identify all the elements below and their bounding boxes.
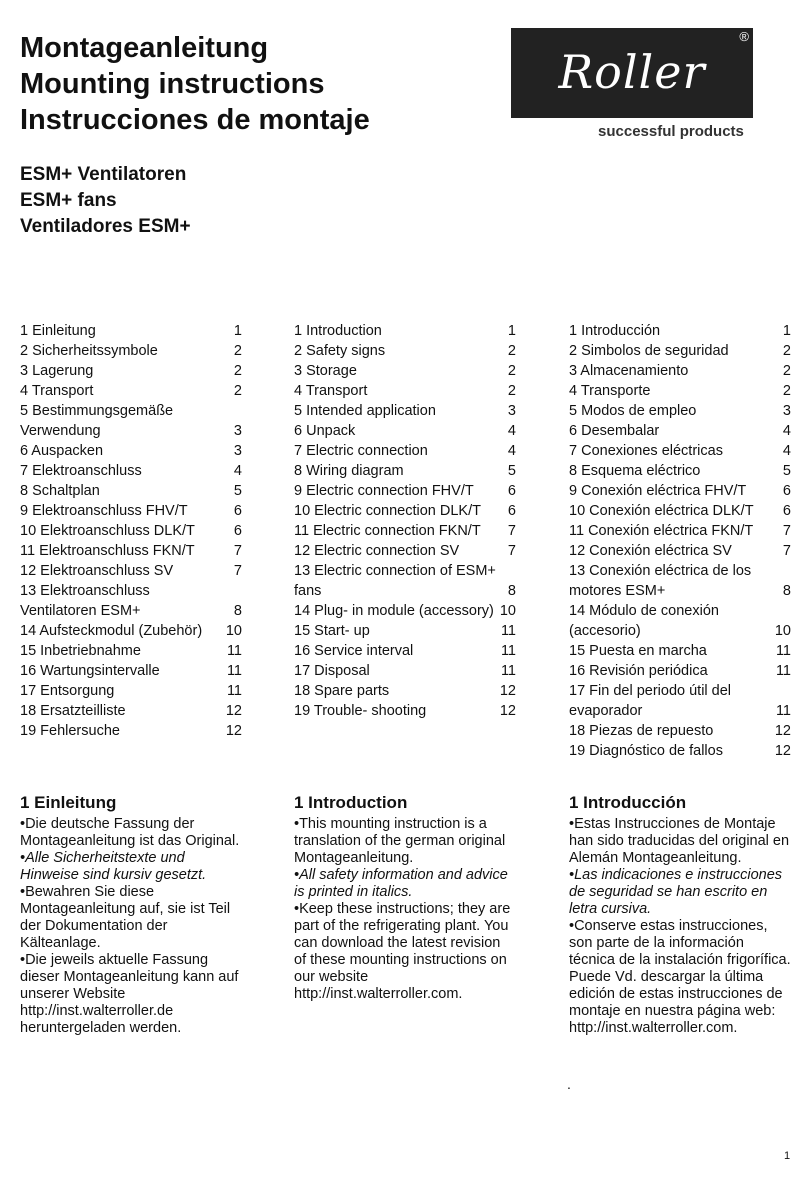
toc-entry xyxy=(294,541,516,561)
toc-entry-label: 6 Auspacken xyxy=(20,443,104,459)
toc-entry xyxy=(20,721,242,741)
section-paragraph: Puede Vd. descargar la última edición de estas instrucciones de montaje en nuestra página web: http://inst.walterroller.com. xyxy=(569,969,783,1036)
toc-entry xyxy=(569,401,791,421)
toc-entry-page: 4 xyxy=(233,463,242,479)
toc-entry-page: 3 xyxy=(507,403,516,419)
toc-entry-page: 8 xyxy=(782,583,791,599)
toc-entry xyxy=(294,661,516,681)
section-paragraph: •Die jeweils aktuelle Fassung dieser Montageanleitung kann auf unserer Website http://inst.walterroller.de heruntergeladen werden. xyxy=(20,952,239,1036)
toc-entry-page: 1 xyxy=(233,323,242,339)
toc-entry xyxy=(294,341,516,361)
section-paragraph: •Estas Instrucciones de Montaje han sido traducidas del original en Alemán Montageanleitung. xyxy=(569,816,790,866)
title-es: Instrucciones de montaje xyxy=(20,104,370,136)
toc-entry xyxy=(20,461,242,481)
toc-entry-label: 2 Simbolos de seguridad xyxy=(569,343,729,359)
toc-entry-label: 14 Módulo de conexión (accesorio) xyxy=(569,603,719,639)
toc-entry xyxy=(569,381,791,401)
toc-entry xyxy=(294,561,516,601)
toc-entry-page: 5 xyxy=(507,463,516,479)
toc-entry-label: 6 Unpack xyxy=(294,423,356,439)
toc-entry-page: 1 xyxy=(507,323,516,339)
toc-entry-page: 6 xyxy=(233,523,242,539)
toc-entry-label: 17 Fin del periodo útil del evaporador xyxy=(569,683,732,719)
toc-entry xyxy=(294,401,516,421)
toc-entry xyxy=(20,321,242,341)
toc-entry-page: 10 xyxy=(225,623,242,639)
toc-entry xyxy=(569,341,791,361)
toc-entry xyxy=(569,321,791,341)
toc-entry-page: 11 xyxy=(226,663,242,679)
toc-entry-label: 1 Introduction xyxy=(294,323,382,339)
section-paragraph: •All safety information and advice is printed in italics. xyxy=(294,867,508,900)
toc-entry xyxy=(569,641,791,661)
toc-entry-page: 2 xyxy=(507,343,516,359)
toc-entry-page: 12 xyxy=(499,703,516,719)
toc-entry-page: 3 xyxy=(233,443,242,459)
toc-entry-page: 6 xyxy=(233,503,242,519)
toc-entry-page: 6 xyxy=(782,483,791,499)
toc-entry-label: 14 Aufsteckmodul (Zubehör) xyxy=(20,623,203,639)
toc-entry-page: 11 xyxy=(226,643,242,659)
toc-entry-page: 11 xyxy=(500,623,516,639)
section-paragraph: •This mounting instruction is a translation of the german original Montageanleitung. xyxy=(294,816,506,866)
toc-entry-label: 3 Almacenamiento xyxy=(569,363,689,379)
toc-entry-page: 3 xyxy=(782,403,791,419)
toc-entry-page: 12 xyxy=(774,743,791,759)
toc-entry-label: 5 Intended application xyxy=(294,403,436,419)
toc-entry xyxy=(20,441,242,461)
subtitle-de: ESM+ Ventilatoren xyxy=(20,164,187,185)
toc-entry-label: 18 Spare parts xyxy=(294,683,390,699)
toc-entry-label: 4 Transport xyxy=(20,383,94,399)
section-paragraph: •Keep these instructions; they are part of the refrigerating plant. You can download the latest revision of these mounting instructions on our website http://inst.walterroller.com. xyxy=(294,901,511,1002)
toc-entry xyxy=(20,361,242,381)
toc-entry xyxy=(294,421,516,441)
toc-entry-page: 8 xyxy=(233,603,242,619)
toc-entry-label: 4 Transport xyxy=(294,383,368,399)
toc-entry xyxy=(569,681,791,721)
toc-entry-page: 2 xyxy=(507,383,516,399)
toc-entry xyxy=(20,561,242,581)
toc-entry-label: 1 Einleitung xyxy=(20,323,96,339)
toc-entry xyxy=(294,481,516,501)
toc-entry-label: 10 Conexión eléctrica DLK/T xyxy=(569,503,754,519)
toc-entry xyxy=(569,541,791,561)
toc-entry-label: 17 Entsorgung xyxy=(20,683,115,699)
toc-entry-page: 5 xyxy=(782,463,791,479)
toc-entry-label: 5 Bestimmungsgemäße Verwendung xyxy=(20,403,174,439)
toc-entry xyxy=(294,641,516,661)
toc-entry xyxy=(569,721,791,741)
toc-entry xyxy=(294,361,516,381)
toc-entry-page: 11 xyxy=(775,663,791,679)
toc-entry xyxy=(569,441,791,461)
toc-entry-label: 3 Storage xyxy=(294,363,357,379)
toc-entry-page: 4 xyxy=(782,423,791,439)
toc-entry xyxy=(294,381,516,401)
toc-entry-page: 8 xyxy=(507,583,516,599)
logo-tagline: successful products xyxy=(598,123,744,140)
toc-entry-label: 15 Inbetriebnahme xyxy=(20,643,141,659)
toc-entry-label: 15 Start- up xyxy=(294,623,370,639)
toc-entry-page: 2 xyxy=(782,363,791,379)
toc-entry-label: 1 Introducción xyxy=(569,323,661,339)
section-heading: 1 Introduction xyxy=(294,793,408,812)
toc-entry xyxy=(569,481,791,501)
toc-entry-page: 4 xyxy=(782,443,791,459)
toc-entry-page: 10 xyxy=(774,623,791,639)
toc-entry-page: 6 xyxy=(507,483,516,499)
toc-entry-label: 8 Esquema eléctrico xyxy=(569,463,701,479)
toc-entry-page: 3 xyxy=(233,423,242,439)
toc-entry-page: 5 xyxy=(233,483,242,499)
toc-entry-label: 11 Conexión eléctrica FKN/T xyxy=(569,523,754,539)
toc-entry xyxy=(20,701,242,721)
toc-entry xyxy=(294,701,516,721)
toc-entry xyxy=(569,601,791,641)
toc-entry xyxy=(569,421,791,441)
toc-entry-page: 6 xyxy=(782,503,791,519)
toc-entry-page: 6 xyxy=(507,503,516,519)
registered-mark: ® xyxy=(739,29,749,44)
toc-entry-label: 4 Transporte xyxy=(569,383,651,399)
toc-entry xyxy=(20,501,242,521)
section-heading: 1 Einleitung xyxy=(20,793,117,812)
toc-entry xyxy=(569,461,791,481)
toc-entry-label: 18 Ersatzteilliste xyxy=(20,703,126,719)
subtitle-en: ESM+ fans xyxy=(20,190,117,211)
toc-german xyxy=(20,321,242,741)
toc-entry-page: 7 xyxy=(782,543,791,559)
toc-entry-label: 19 Diagnóstico de fallos xyxy=(569,743,723,759)
toc-entry-page: 2 xyxy=(782,343,791,359)
toc-entry-label: 16 Revisión periódica xyxy=(569,663,708,679)
toc-entry-page: 7 xyxy=(507,523,516,539)
section-introduction-de xyxy=(20,792,242,1037)
toc-entry-page: 12 xyxy=(774,723,791,739)
toc-entry xyxy=(294,621,516,641)
subtitle-es: Ventiladores ESM+ xyxy=(20,216,191,237)
toc-entry-label: 5 Modos de empleo xyxy=(569,403,697,419)
toc-entry-label: 12 Conexión eléctrica SV xyxy=(569,543,732,559)
toc-entry-label: 14 Plug- in module (accessory) xyxy=(294,603,494,619)
toc-entry xyxy=(294,321,516,341)
toc-entry-label: 15 Puesta en marcha xyxy=(569,643,707,659)
toc-entry-page: 7 xyxy=(233,563,242,579)
toc-entry-label: 2 Safety signs xyxy=(294,343,386,359)
toc-entry-label: 6 Desembalar xyxy=(569,423,660,439)
toc-entry-page: 4 xyxy=(507,443,516,459)
toc-entry xyxy=(294,601,516,621)
toc-entry-label: 10 Elektroanschluss DLK/T xyxy=(20,523,195,539)
toc-entry-page: 2 xyxy=(507,363,516,379)
section-paragraph: •Alle Sicherheitstexte und Hinweise sind kursiv gesetzt. xyxy=(20,850,207,883)
section-introduction-es xyxy=(569,792,791,1037)
document-subtitle xyxy=(20,162,191,240)
toc-entry xyxy=(294,681,516,701)
toc-entry-label: 16 Wartungsintervalle xyxy=(20,663,160,679)
toc-entry-page: 11 xyxy=(775,643,791,659)
toc-entry xyxy=(20,661,242,681)
toc-entry-label: 12 Elektroanschluss SV xyxy=(20,563,174,579)
logo-wordmark: Roller xyxy=(558,45,706,99)
toc-entry xyxy=(569,561,791,601)
toc-entry-label: 8 Schaltplan xyxy=(20,483,100,499)
toc-entry xyxy=(20,621,242,641)
toc-entry-label: 13 Elektroanschluss Ventilatoren ESM+ xyxy=(20,583,150,619)
toc-entry xyxy=(294,521,516,541)
toc-entry-page: 10 xyxy=(499,603,516,619)
toc-entry-label: 13 Conexión eléctrica de los motores ESM+ xyxy=(569,563,752,599)
toc-entry-label: 3 Lagerung xyxy=(20,363,94,379)
toc-entry-page: 12 xyxy=(225,703,242,719)
toc-entry-page: 7 xyxy=(507,543,516,559)
title-de: Montageanleitung xyxy=(20,32,269,64)
toc-english xyxy=(294,321,516,721)
section-paragraph: •Bewahren Sie diese Montageanleitung auf, sie ist Teil der Dokumentation der Kälteanlage. xyxy=(20,884,231,951)
trailing-dot: . xyxy=(567,1076,571,1092)
section-paragraph: •Las indicaciones e instrucciones de seguridad se han escrito en letra cursiva. xyxy=(569,867,783,917)
toc-entry xyxy=(294,501,516,521)
page-number: 1 xyxy=(784,1150,791,1162)
toc-entry-page: 11 xyxy=(500,663,516,679)
toc-entry xyxy=(294,441,516,461)
toc-entry-page: 11 xyxy=(500,643,516,659)
toc-entry xyxy=(20,521,242,541)
toc-entry-label: 10 Electric connection DLK/T xyxy=(294,503,481,519)
toc-entry-label: 7 Elektroanschluss xyxy=(20,463,142,479)
toc-entry-label: 11 Electric connection FKN/T xyxy=(294,523,481,539)
toc-entry xyxy=(294,461,516,481)
toc-entry xyxy=(20,341,242,361)
toc-entry-page: 2 xyxy=(233,343,242,359)
section-heading: 1 Introducción xyxy=(569,793,687,812)
toc-entry-label: 9 Electric connection FHV/T xyxy=(294,483,474,499)
toc-entry xyxy=(569,361,791,381)
toc-entry-label: 2 Sicherheitssymbole xyxy=(20,343,158,359)
toc-entry-label: 9 Elektroanschluss FHV/T xyxy=(20,503,188,519)
toc-entry-page: 12 xyxy=(499,683,516,699)
toc-entry-label: 19 Fehlersuche xyxy=(20,723,120,739)
toc-entry-label: 7 Conexiones eléctricas xyxy=(569,443,723,459)
toc-entry xyxy=(20,381,242,401)
toc-entry xyxy=(20,401,242,441)
toc-entry xyxy=(20,481,242,501)
document-title xyxy=(20,30,370,138)
toc-entry-label: 17 Disposal xyxy=(294,663,370,679)
toc-entry-label: 8 Wiring diagram xyxy=(294,463,404,479)
toc-entry-page: 2 xyxy=(233,363,242,379)
toc-entry xyxy=(569,501,791,521)
toc-entry-page: 7 xyxy=(782,523,791,539)
toc-entry xyxy=(20,541,242,561)
section-introduction-en xyxy=(294,792,516,1003)
toc-entry xyxy=(569,521,791,541)
toc-entry xyxy=(569,661,791,681)
toc-entry-page: 11 xyxy=(775,703,791,719)
toc-entry-label: 13 Electric connection of ESM+ fans xyxy=(294,563,496,599)
toc-entry-label: 18 Piezas de repuesto xyxy=(569,723,714,739)
toc-entry-page: 11 xyxy=(226,683,242,699)
toc-entry-page: 4 xyxy=(507,423,516,439)
section-paragraph: •Conserve estas instrucciones, son parte de la información técnica de la instalación frigorífica. xyxy=(569,918,791,968)
toc-entry-label: 19 Trouble- shooting xyxy=(294,703,427,719)
toc-entry xyxy=(20,641,242,661)
toc-entry-page: 2 xyxy=(233,383,242,399)
toc-spanish xyxy=(569,321,791,761)
toc-entry-page: 12 xyxy=(225,723,242,739)
toc-entry xyxy=(20,581,242,621)
section-paragraph: •Die deutsche Fassung der Montageanleitung ist das Original. xyxy=(20,816,240,849)
toc-entry-page: 2 xyxy=(782,383,791,399)
toc-entry-label: 12 Electric connection SV xyxy=(294,543,460,559)
toc-entry-label: 16 Service interval xyxy=(294,643,414,659)
toc-entry-page: 7 xyxy=(233,543,242,559)
toc-entry-label: 7 Electric connection xyxy=(294,443,428,459)
toc-entry-label: 11 Elektroanschluss FKN/T xyxy=(20,543,195,559)
toc-entry-page: 1 xyxy=(782,323,791,339)
toc-entry xyxy=(569,741,791,761)
roller-logo xyxy=(511,28,753,118)
toc-entry-label: 9 Conexión eléctrica FHV/T xyxy=(569,483,747,499)
toc-entry xyxy=(20,681,242,701)
title-en: Mounting instructions xyxy=(20,68,325,100)
